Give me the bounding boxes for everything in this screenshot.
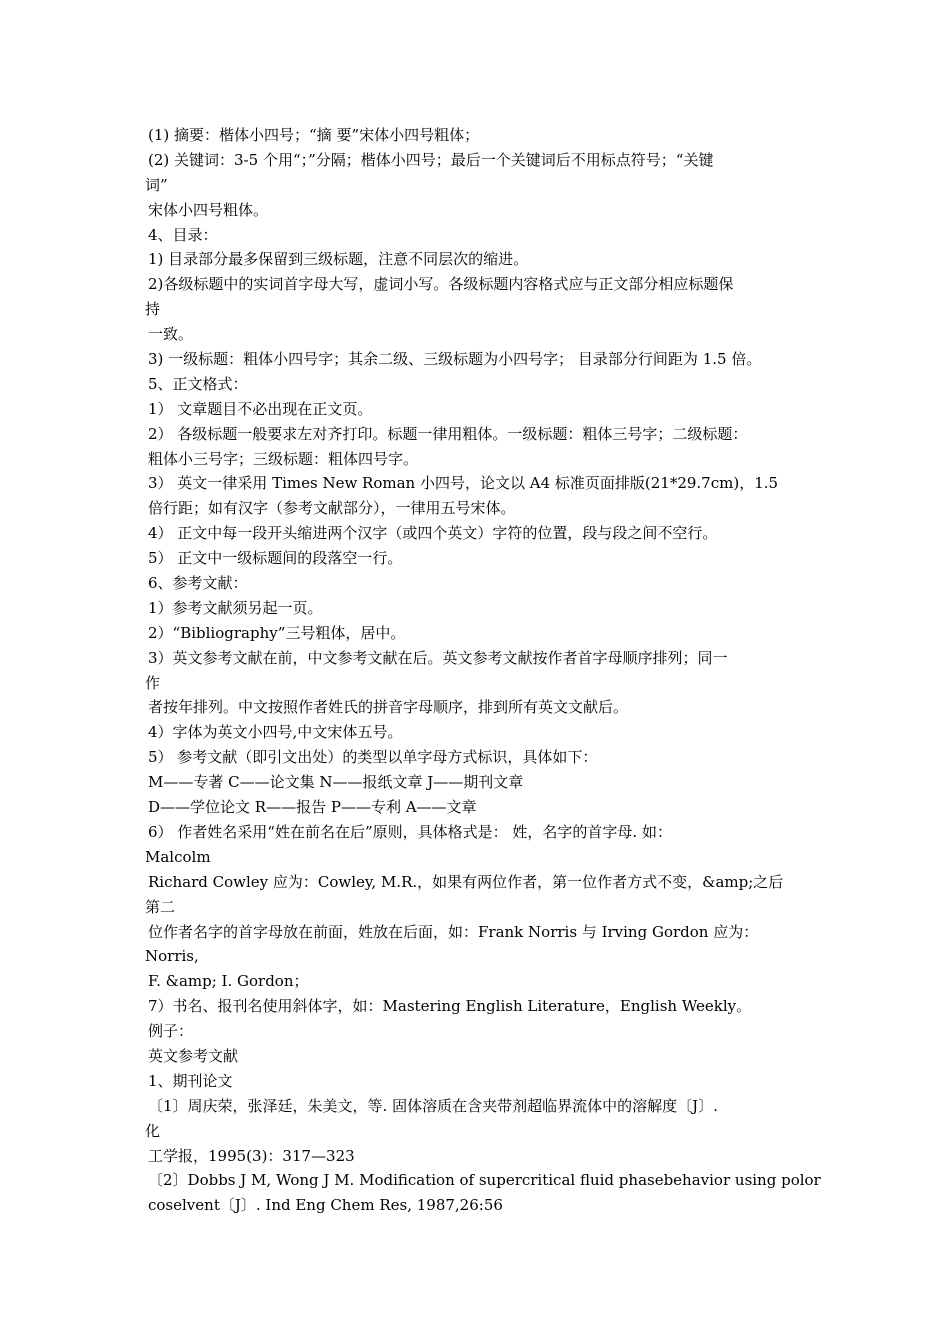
text-line: 3） 英文一律采用 Times New Roman 小四号，论文以 A4 标准页面排版(21*29.7cm)，1.5 — [148, 474, 779, 493]
text-line: Richard Cowley 应为：Cowley, M.R.，如果有两位作者，第一位作者方式不变，&amp;之后 — [148, 872, 784, 891]
text-line: 6） 作者姓名采用“姓在前名在后”原则，具体格式是： 姓，名字的首字母. 如： — [148, 822, 672, 841]
text-line: 工学报，1995(3)：317—323 — [148, 1146, 355, 1165]
text-line: 一致。 — [148, 325, 194, 344]
text-line: M——专著 C——论文集 N——报纸文章 J——期刊文章 — [148, 773, 524, 792]
text-line: 〔1〕周庆荣，张泽廷，朱美文，等. 固体溶质在含夹带剂超临界流体中的溶解度〔J〕. — [148, 1096, 718, 1115]
text-line: 2)各级标题中的实词首字母大写，虚词小写。各级标题内容格式应与正文部分相应标题保 — [148, 275, 734, 294]
text-line: (1) 摘要：楷体小四号；“摘 要”宋体小四号粗体； — [148, 126, 480, 144]
text-line: 3）英文参考文献在前，中文参考文献在后。英文参考文献按作者首字母顺序排列；同一 — [148, 648, 728, 667]
text-line: 1）参考文献须另起一页。 — [148, 598, 323, 617]
text-line: 持 — [145, 300, 161, 319]
text-line: 6、参考文献： — [148, 574, 248, 593]
text-line: 粗体小三号字；三级标题：粗体四号字。 — [148, 449, 419, 468]
text-line: 者按年排列。中文按照作者姓氏的拼音字母顺序，排到所有英文文献后。 — [148, 698, 629, 717]
text-line: 〔2〕Dobbs J M, Wong J M. Modification of supercritical fluid phasebehavior using polor — [148, 1171, 821, 1190]
text-line: 2）“Bibliography”三号粗体，居中。 — [148, 623, 406, 642]
text-line: 5） 正文中一级标题间的段落空一行。 — [148, 549, 403, 568]
text-line: 倍行距；如有汉字（参考文献部分），一律用五号宋体。 — [148, 499, 516, 518]
text-line: 宋体小四号粗体。 — [148, 200, 269, 219]
text-line: (2) 关键词：3-5 个用“；”分隔；楷体小四号；最后一个关键词后不用标点符号；“关键 — [148, 150, 714, 169]
text-line: 1） 文章题目不必出现在正文页。 — [148, 399, 373, 418]
text-line: 4、目录： — [148, 225, 218, 244]
text-line: 化 — [145, 1121, 161, 1140]
text-line: 词” — [145, 175, 168, 194]
text-line: 4） 正文中每一段开头缩进两个汉字（或四个英文）字符的位置，段与段之间不空行。 — [148, 524, 718, 543]
text-line: 2） 各级标题一般要求左对齐打印。标题一律用粗体。一级标题：粗体三号字；二级标题： — [148, 424, 748, 443]
text-line: 5） 参考文献（即引文出处）的类型以单字母方式标识，具体如下： — [148, 748, 598, 767]
text-line: 7）书名、报刊名使用斜体字，如：Mastering English Literature，English Weekly。 — [148, 997, 752, 1016]
text-line: 1) 目录部分最多保留到三级标题，注意不同层次的缩进。 — [148, 250, 529, 269]
text-line: F. &amp; I. Gordon； — [148, 972, 309, 991]
text-line: 4）字体为英文小四号,中文宋体五号。 — [148, 723, 403, 742]
text-line: 3) 一级标题：粗体小四号字；其余二级、三级标题为小四号字； 目录部分行间距为 1.5 倍。 — [148, 350, 762, 369]
text-line: 例子： — [148, 1022, 194, 1041]
text-line: 位作者名字的首字母放在前面，姓放在后面，如：Frank Norris 与 Irving Gordon 应为： — [148, 922, 759, 941]
text-line: 第二 — [145, 897, 176, 916]
text-line: 1、期刊论文 — [148, 1071, 233, 1090]
text-line: Malcolm — [145, 847, 211, 866]
document-body — [145, 123, 821, 1218]
text-line: 作 — [145, 673, 161, 692]
text-line: D——学位论文 R——报告 P——专利 A——文章 — [148, 798, 477, 817]
text-line: Norris, — [145, 947, 199, 966]
text-line: 英文参考文献 — [148, 1046, 239, 1065]
text-line: coselvent〔J〕. Ind Eng Chem Res, 1987,26:56 — [148, 1196, 503, 1215]
text-line: 5、正文格式： — [148, 374, 248, 393]
